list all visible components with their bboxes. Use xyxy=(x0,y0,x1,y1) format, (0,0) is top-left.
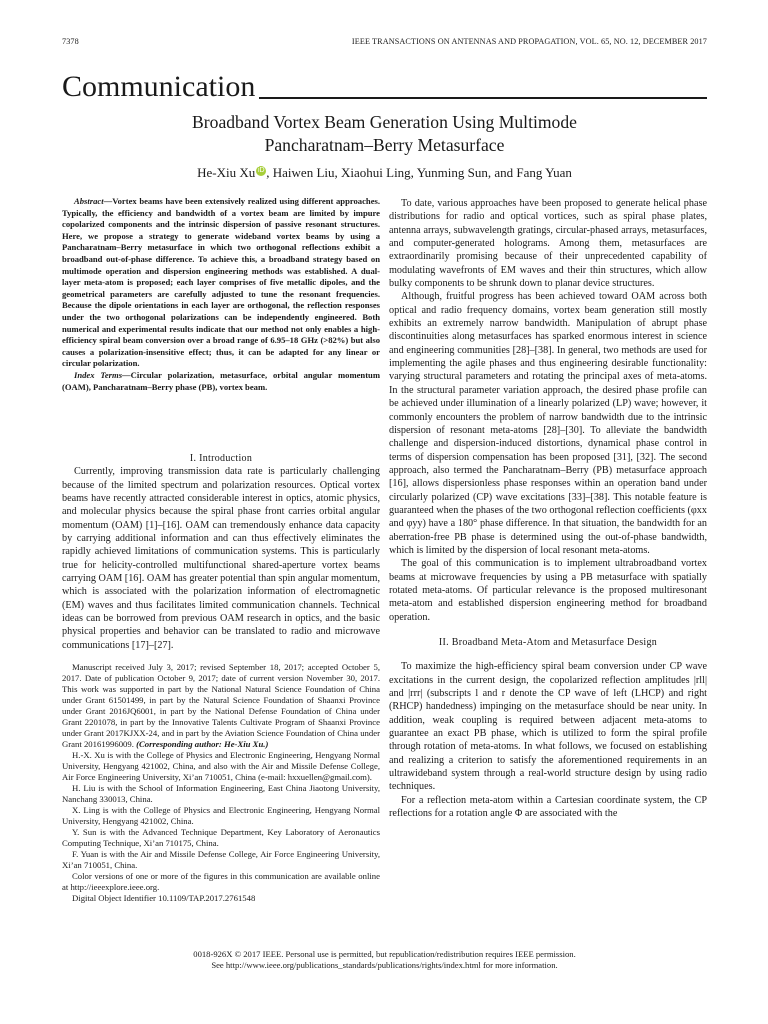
copyright-notice xyxy=(62,949,707,971)
heading-rule xyxy=(259,97,707,99)
paper-title xyxy=(62,111,707,157)
body-paragraph: To maximize the high-efficiency spiral beam conversion under CP wave excitations in the current design, the copolarized reflection amplitudes |rll| and |rrr| (subscripts l and r denote the CP wave of left (LHCP) and right (RHCP) handedness) impinging on the metasurface should be near unity. In addition, weak coupling is required between adjacent meta-atoms to guarantee an exact PB phase, which is utilized to form the spiral profile through rotation of meta-atoms. In what follows, we focused on establishing and realizing a criterion to satisfy the aforementioned requirements in an ultrawideband system through a real-world structure design by using radio techniques. xyxy=(389,661,707,793)
copyright-line-1: 0018-926X © 2017 IEEE. Personal use is permitted, but republication/redistribution requires IEEE permission. xyxy=(193,949,576,959)
journal-name: IEEE TRANSACTIONS ON ANTENNAS AND PROPAGATION, VOL. 65, NO. 12, DECEMBER 2017 xyxy=(351,37,707,46)
abstract-label: Abstract— xyxy=(74,196,113,206)
footnote-affiliation: Y. Sun is with the Advanced Technique Department, Key Laboratory of Aeronautics Computing Technique, Xi’an 710175, China. xyxy=(62,827,380,848)
title-line-1: Broadband Vortex Beam Generation Using Multimode xyxy=(192,112,577,132)
body-paragraph: For a reflection meta-atom within a Cartesian coordinate system, the CP reflections for a rotation angle Φ are associated with the xyxy=(389,794,707,820)
orcid-icon[interactable]: iD xyxy=(257,166,265,174)
index-terms-label: Index Terms— xyxy=(74,369,131,380)
footnote-manuscript: Manuscript received July 3, 2017; revised September 18, 2017; accepted October 5, 2017. Date of publication October 9, 2017; date of current version November 30, 2017. This work was supported in part by the National Natural Science Foundation of China under Grant 61501499, in part by the Natural Science Foundation of Shaanxi Province under Grant 2016JQ6001, in part by the National Defense Foundation of China under Grant 2201078, in part by the Innovative Talents Cultivate Program of Shaanxi Province under Grant 2017KJXX-24, and in part by the Aviation Science Foundation of China under Grant 20161996009. (Corresponding author: He-Xiu Xu.) xyxy=(62,662,380,749)
other-authors: , Haiwen Liu, Xiaohui Ling, Yunming Sun, and Fang Yuan xyxy=(266,165,572,180)
page-number: 7378 xyxy=(62,37,79,46)
author-list xyxy=(62,165,707,181)
body-paragraph: Although, fruitful progress has been achieved toward OAM across both optical and radio frequency domains, vortex beam generation still mostly exhibits an extremely narrow bandwidth. Manipulation of abrupt phase discontinuities along metasurfaces has sparked enormous interest in science and engineering communities [28]–[38]. In general, two methods are used for implementing the agile phases and thus engineering desirable functionality: varying structural parameters and rotating the principal axes of meta-atoms. In the structural parameter variation approach, the desired phase profile can be achieved under illumination of a linearly polarized (LP) wave; however, it commonly encounters the problem of narrow bandwidth due to the intrinsic dispersion of resonant meta-atoms [28]–[30]. To alleviate the bandwidth challenge and dispersion-induced distortions, dynamical phase control in terms of dispersion compensation has been proposed [31], [32]. The second approach, also termed the Pancharatnam–Berry (PB) metasurface approach [16], allows dispersionless phase responses within an operation band under circularly polarized (CP) wave excitations [33]–[38]. This notable feature is guaranteed when the phases of the two orthogonal reflection coefficients (φxx and φyy) have a 180° phase difference. In that situation, the bandwidth for an aberration-free PB phase is determined using the out-of-phase bandwidth, which is limited by the dispersion of local resonant meta-atoms. xyxy=(389,291,707,556)
footnote-affiliation: F. Yuan is with the Air and Missile Defense College, Air Force Engineering University, Xi’an 710051, China. xyxy=(62,849,380,870)
index-terms-text: Circular polarization, metasurface, orbital angular momentum (OAM), Pancharatnam–Berry phase (PB), vortex beam. xyxy=(62,369,380,392)
introduction-section xyxy=(62,452,380,652)
body-paragraph: To date, various approaches have been proposed to generate helical phase distributions for radio and optical vortices, such as spiral phase plates, antenna arrays, subwavelength gratings, circular-phased arrays, metasurfaces, and computer-generated holograms. Among them, metasurfaces are extraordinarily promising because of their unprecedented capability of modulating wavefronts of EM waves and their thin structures, which allow bulky components to be shrunk down to planar device structures. xyxy=(389,198,707,290)
footnote-affiliation: H.-X. Xu is with the College of Physics and Electronic Engineering, Hengyang Normal University, Hengyang 421002, China, and also with the Air and Missile Defense College, Air Force Engineering University, Xi’an 710051, China (e-mail: hxxuellen@gmail.com). xyxy=(62,750,380,782)
article-type-heading xyxy=(62,72,707,102)
abstract xyxy=(62,196,380,370)
body-paragraph: The goal of this communication is to implement ultrabroadband vortex beams at microwave frequencies by using a PB metasurface with spatially rotated meta-atoms. Of particular relevance is the proposed multiresonant meta-atom and established dispersion engineering method for broadband operation. xyxy=(389,558,707,623)
right-column xyxy=(389,197,707,820)
copyright-line-2: See http://www.ieee.org/publications_standards/publications/rights/index.html for more information. xyxy=(211,960,558,971)
footnote-color-note: Color versions of one or more of the figures in this communication are available online at http://ieeexplore.ieee.org. xyxy=(62,871,380,892)
title-line-2: Pancharatnam–Berry Metasurface xyxy=(264,135,505,155)
footnote-affiliation: X. Ling is with the College of Physics and Electronic Engineering, Hengyang Normal University, Hengyang 421002, China. xyxy=(62,805,380,826)
corresponding-author: (Corresponding author: He-Xiu Xu.) xyxy=(136,739,269,749)
section-2-heading: II. Broadband Meta-Atom and Metasurface Design xyxy=(438,637,658,648)
footnote-doi: Digital Object Identifier 10.1109/TAP.2017.2761548 xyxy=(72,893,256,903)
introduction-paragraph: Currently, improving transmission data rate is particularly challenging because of the limited spectrum and polarization resources. Optical vortex beams have recently attracted considerable interest in optics, atomic physics, and molecular physics because the spiral phase front carries orbital angular momentum (OAM) [1]–[16]. OAM can tremendously enhance data capacity by carrying additional information and can thus effectively eliminates the rapidly achieved limitations of communication systems. This is particularly true for helicity-controlled multifunctional shared-aperture vortex beams carrying OAM [16]. OAM has greater potential than spin angular momentum, which is associated with the polarization information of electromagnetic (EM) waves and thus facilitates limited communication channels. Technical ideas can be borrowed from previous OAM research in optics, and the basic physical properties and behavior can be translated to radio and microwave communications [17]–[27]. xyxy=(62,466,380,651)
index-terms xyxy=(62,370,380,393)
abstract-text: Vortex beams have been extensively realized using different approaches. Typically, the efficiency and bandwidth of a vortex beam are limited by impure copolarized components and the intrinsic dispersion of passive resonant structures. Here, we propose a strategy to generate wideband vortex beams by using a Pancharatnam–Berry metasurface in which two orthogonal reflections exhibit a broadband out-of-phase difference. To achieve this, a broadband strategy based on multimode operation and dispersion engineering methods was established. A dual-layer meta-atom is proposed; each layer comprises of five metallic dipoles, and the geometrical parameters are carefully adjusted to tune the resonant frequencies. Because the dipole orientations in each layer are orthogonal, the reflection responses under the two orthogonal polarizations can be independently engineered. Both numerical and experimental results indicate that our method not only enables a high-efficiency spiral beam conversion over a broad range of 6.95–18 GHz (>82%) but also causes a polarization-insensitive effect; thus, it can be adapted for any linear or circular polarization. xyxy=(62,196,380,369)
footnotes xyxy=(62,662,380,904)
article-type-label: Communication xyxy=(62,70,256,103)
introduction-heading: I. Introduction xyxy=(189,453,253,464)
first-author: He-Xiu Xu xyxy=(197,165,256,180)
abstract-block xyxy=(62,196,380,393)
footnote-affiliation: H. Liu is with the School of Information Engineering, East China Jiaotong University, Nanchang 330013, China. xyxy=(62,783,380,804)
